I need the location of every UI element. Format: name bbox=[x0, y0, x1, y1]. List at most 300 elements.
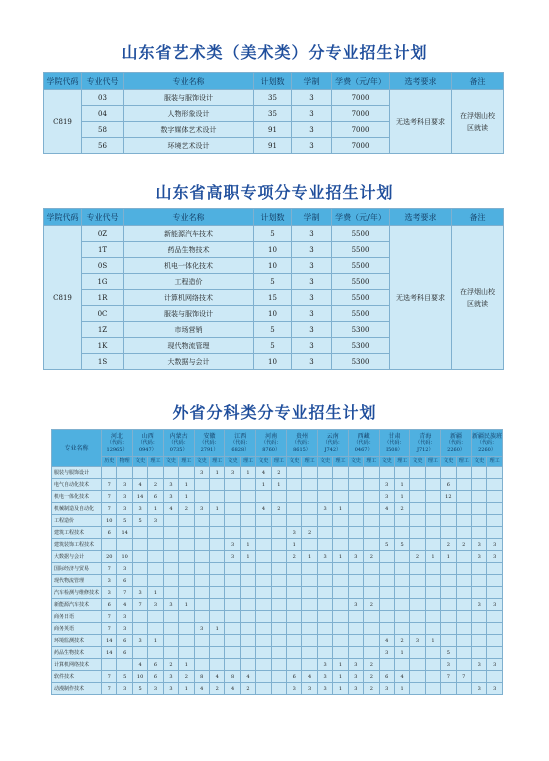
plan-count-cell bbox=[471, 491, 486, 503]
plan-count-cell bbox=[441, 575, 456, 587]
major-name-cell: 环境监测技术 bbox=[52, 635, 102, 647]
plan-count-cell: 2 bbox=[441, 539, 456, 551]
plan-count-cell: 2 bbox=[364, 659, 379, 671]
major-name-cell: 软件技术 bbox=[52, 671, 102, 683]
plan-count-cell: 2 bbox=[456, 539, 471, 551]
subject-header: 文史 bbox=[441, 457, 456, 467]
plan-count-cell bbox=[256, 647, 271, 659]
plan-count-cell bbox=[441, 623, 456, 635]
plan-count-cell: 4 bbox=[379, 503, 394, 515]
province-code: （代码：0735） bbox=[168, 439, 189, 453]
plan-count-cell: 6 bbox=[148, 671, 163, 683]
province-header bbox=[256, 430, 287, 457]
plan-count-cell: 3 bbox=[348, 659, 363, 671]
years-cell: 3 bbox=[292, 322, 332, 338]
years-cell: 3 bbox=[292, 226, 332, 242]
plan-count-cell: 35 bbox=[254, 106, 292, 122]
plan-count-cell bbox=[441, 515, 456, 527]
plan-count-cell: 1 bbox=[271, 479, 286, 491]
plan-count-cell bbox=[194, 551, 209, 563]
plan-count-cell bbox=[132, 563, 147, 575]
plan-count-cell bbox=[348, 647, 363, 659]
plan-count-cell bbox=[379, 659, 394, 671]
plan-count-cell: 7 bbox=[102, 563, 117, 575]
plan-count-cell: 2 bbox=[364, 599, 379, 611]
plan-count-cell bbox=[364, 491, 379, 503]
plan-count-cell bbox=[456, 467, 471, 479]
plan-count-cell bbox=[348, 611, 363, 623]
plan-count-cell bbox=[425, 683, 440, 695]
plan-count-cell bbox=[225, 587, 240, 599]
plan-count-cell bbox=[410, 575, 425, 587]
plan-count-cell: 4 bbox=[132, 479, 147, 491]
plan-count-cell bbox=[225, 503, 240, 515]
province-name: 安徽 bbox=[203, 432, 216, 440]
plan-count-cell bbox=[425, 491, 440, 503]
plan-count-cell bbox=[471, 671, 486, 683]
plan-count-cell bbox=[117, 659, 132, 671]
plan-count-cell bbox=[148, 611, 163, 623]
plan-count-cell bbox=[194, 515, 209, 527]
plan-count-cell bbox=[179, 551, 194, 563]
plan-count-cell bbox=[209, 527, 224, 539]
plan-count-cell bbox=[487, 671, 503, 683]
plan-count-cell bbox=[302, 611, 317, 623]
plan-count-cell bbox=[364, 635, 379, 647]
plan-count-cell bbox=[209, 551, 224, 563]
plan-count-cell: 7 bbox=[102, 623, 117, 635]
table-row bbox=[52, 683, 503, 695]
province-header bbox=[102, 430, 133, 457]
plan-count-cell bbox=[471, 611, 486, 623]
plan-count-cell: 3 bbox=[163, 599, 178, 611]
plan-count-cell bbox=[302, 515, 317, 527]
plan-count-cell: 2 bbox=[271, 503, 286, 515]
plan-count-cell: 4 bbox=[132, 659, 147, 671]
plan-count-cell bbox=[302, 575, 317, 587]
plan-count-cell bbox=[471, 527, 486, 539]
plan-count-cell bbox=[379, 575, 394, 587]
major-name-cell: 商务英语 bbox=[52, 623, 102, 635]
plan-count-cell: 4 bbox=[194, 683, 209, 695]
plan-count-cell: 7 bbox=[102, 491, 117, 503]
plan-count-cell bbox=[317, 635, 332, 647]
plan-count-cell: 3 bbox=[194, 503, 209, 515]
plan-count-cell bbox=[348, 563, 363, 575]
plan-count-cell: 1 bbox=[441, 551, 456, 563]
plan-count-cell bbox=[410, 563, 425, 575]
plan-count-cell bbox=[333, 515, 348, 527]
plan-count-cell bbox=[333, 491, 348, 503]
plan-count-cell: 3 bbox=[487, 659, 503, 671]
plan-count-cell bbox=[302, 623, 317, 635]
major-code-cell: 58 bbox=[82, 122, 124, 138]
plan-count-cell: 2 bbox=[179, 671, 194, 683]
plan-count-cell: 1 bbox=[209, 503, 224, 515]
subject-header: 文史 bbox=[163, 457, 178, 467]
plan-count-cell: 91 bbox=[254, 122, 292, 138]
province-name: 河北 bbox=[110, 432, 123, 440]
plan-count-cell bbox=[317, 647, 332, 659]
plan-count-cell: 3 bbox=[348, 671, 363, 683]
plan-count-cell bbox=[456, 479, 471, 491]
plan-count-cell bbox=[410, 479, 425, 491]
plan-count-cell bbox=[271, 515, 286, 527]
plan-count-cell: 1 bbox=[209, 623, 224, 635]
major-name-cell: 计算机网络技术 bbox=[124, 290, 254, 306]
plan-count-cell: 3 bbox=[487, 551, 503, 563]
subject-header: 文史 bbox=[471, 457, 486, 467]
plan-count-cell bbox=[240, 623, 255, 635]
plan-count-cell: 6 bbox=[148, 491, 163, 503]
plan-count-cell bbox=[333, 479, 348, 491]
plan-count-cell: 3 bbox=[117, 491, 132, 503]
plan-count-cell bbox=[487, 647, 503, 659]
plan-count-cell bbox=[317, 491, 332, 503]
plan-count-cell: 6 bbox=[148, 659, 163, 671]
plan-count-cell: 3 bbox=[379, 647, 394, 659]
plan-count-cell bbox=[225, 635, 240, 647]
plan-count-cell bbox=[394, 467, 409, 479]
table-row bbox=[52, 647, 503, 659]
plan-count-cell: 1 bbox=[179, 659, 194, 671]
plan-count-cell: 12 bbox=[441, 491, 456, 503]
plan-count-cell: 10 bbox=[254, 306, 292, 322]
plan-count-cell: 3 bbox=[487, 599, 503, 611]
plan-count-cell bbox=[271, 527, 286, 539]
plan-count-cell: 1 bbox=[148, 635, 163, 647]
plan-count-cell bbox=[456, 515, 471, 527]
plan-count-cell: 3 bbox=[132, 503, 147, 515]
note-cell: 在浮烟山校区就读 bbox=[452, 226, 504, 370]
plan-count-cell bbox=[132, 575, 147, 587]
plan-count-cell: 5 bbox=[254, 226, 292, 242]
plan-count-cell bbox=[256, 563, 271, 575]
plan-count-cell bbox=[317, 479, 332, 491]
province-header bbox=[410, 430, 441, 457]
plan-count-cell: 1 bbox=[148, 587, 163, 599]
major-code-cell: 1K bbox=[82, 338, 124, 354]
table-row bbox=[52, 575, 503, 587]
plan-count-cell bbox=[379, 551, 394, 563]
plan-count-cell bbox=[364, 467, 379, 479]
plan-count-cell bbox=[163, 515, 178, 527]
plan-count-cell bbox=[441, 563, 456, 575]
column-header: 计划数 bbox=[254, 209, 292, 226]
plan-count-cell bbox=[271, 491, 286, 503]
plan-count-cell bbox=[364, 623, 379, 635]
subject-header: 物理 bbox=[117, 457, 132, 467]
plan-count-cell bbox=[410, 503, 425, 515]
plan-count-cell bbox=[287, 515, 302, 527]
plan-count-cell: 7 bbox=[456, 671, 471, 683]
plan-count-cell bbox=[425, 575, 440, 587]
plan-count-cell: 5 bbox=[379, 539, 394, 551]
plan-count-cell bbox=[410, 611, 425, 623]
subject-header: 文史 bbox=[132, 457, 147, 467]
plan-count-cell bbox=[456, 587, 471, 599]
plan-count-cell bbox=[317, 515, 332, 527]
plan-count-cell bbox=[194, 635, 209, 647]
subject-header: 理工 bbox=[179, 457, 194, 467]
plan-count-cell bbox=[179, 635, 194, 647]
province-header bbox=[471, 430, 502, 457]
plan-count-cell bbox=[287, 611, 302, 623]
plan-count-cell bbox=[225, 527, 240, 539]
fee-cell: 7000 bbox=[332, 122, 390, 138]
plan-count-cell bbox=[256, 539, 271, 551]
plan-count-cell: 4 bbox=[256, 467, 271, 479]
column-header: 学制 bbox=[292, 73, 332, 90]
plan-count-cell: 1 bbox=[179, 491, 194, 503]
plan-count-cell bbox=[333, 563, 348, 575]
plan-count-cell bbox=[163, 551, 178, 563]
plan-count-cell bbox=[209, 575, 224, 587]
plan-count-cell bbox=[333, 611, 348, 623]
plan-count-cell bbox=[225, 659, 240, 671]
plan-count-cell: 2 bbox=[163, 659, 178, 671]
plan-count-cell bbox=[132, 467, 147, 479]
plan-count-cell: 2 bbox=[287, 551, 302, 563]
plan-count-cell bbox=[348, 503, 363, 515]
plan-count-cell bbox=[209, 659, 224, 671]
plan-count-cell bbox=[425, 587, 440, 599]
plan-count-cell bbox=[394, 575, 409, 587]
subject-header: 文史 bbox=[410, 457, 425, 467]
plan-count-cell bbox=[471, 647, 486, 659]
province-code: （代码：12965） bbox=[106, 439, 128, 453]
plan-count-cell bbox=[348, 623, 363, 635]
province-code: （代码：0467） bbox=[353, 439, 374, 453]
plan-count-cell bbox=[179, 623, 194, 635]
plan-count-cell bbox=[302, 539, 317, 551]
province-code: （代码：2260） bbox=[446, 439, 467, 453]
plan-count-cell bbox=[256, 671, 271, 683]
major-name-cell: 汽车检测与维修技术 bbox=[52, 587, 102, 599]
plan-count-cell bbox=[487, 635, 503, 647]
province-header bbox=[287, 430, 318, 457]
province-header bbox=[317, 430, 348, 457]
major-name-cell: 现代物流管理 bbox=[52, 575, 102, 587]
plan-count-cell bbox=[240, 611, 255, 623]
province-name: 山西 bbox=[141, 432, 154, 440]
major-name-cell: 建筑工程技术 bbox=[52, 527, 102, 539]
plan-count-cell: 1 bbox=[256, 479, 271, 491]
major-name-cell: 电气自动化技术 bbox=[52, 479, 102, 491]
province-name: 江西 bbox=[234, 432, 247, 440]
plan-count-cell: 6 bbox=[441, 479, 456, 491]
plan-count-cell: 2 bbox=[240, 683, 255, 695]
plan-count-cell bbox=[471, 467, 486, 479]
province-code: （代码：J742） bbox=[322, 439, 343, 453]
plan-count-cell bbox=[364, 527, 379, 539]
major-column-header: 专业名称 bbox=[52, 430, 102, 467]
plan-count-cell: 3 bbox=[317, 551, 332, 563]
table-row bbox=[52, 623, 503, 635]
plan-count-cell bbox=[287, 503, 302, 515]
plan-count-cell bbox=[225, 491, 240, 503]
plan-count-cell bbox=[148, 467, 163, 479]
plan-count-cell bbox=[410, 623, 425, 635]
plan-count-cell bbox=[333, 635, 348, 647]
fee-cell: 5500 bbox=[332, 242, 390, 258]
plan-count-cell bbox=[425, 623, 440, 635]
major-name-cell: 药品生物技术 bbox=[52, 647, 102, 659]
province-header bbox=[132, 430, 163, 457]
plan-count-cell: 4 bbox=[117, 599, 132, 611]
table-row bbox=[52, 563, 503, 575]
plan-count-cell: 4 bbox=[163, 503, 178, 515]
plan-count-cell: 4 bbox=[302, 671, 317, 683]
plan-count-cell bbox=[425, 539, 440, 551]
major-name-cell: 服装与服饰设计 bbox=[52, 467, 102, 479]
plan-count-cell bbox=[256, 635, 271, 647]
plan-count-cell bbox=[425, 467, 440, 479]
plan-count-cell bbox=[287, 575, 302, 587]
table-row bbox=[52, 479, 503, 491]
major-code-cell: 1G bbox=[82, 274, 124, 290]
plan-count-cell bbox=[487, 587, 503, 599]
plan-count-cell bbox=[225, 479, 240, 491]
plan-count-cell: 6 bbox=[117, 635, 132, 647]
plan-count-cell bbox=[379, 467, 394, 479]
table-row bbox=[52, 467, 503, 479]
plan-count-cell: 3 bbox=[287, 683, 302, 695]
plan-count-cell bbox=[117, 539, 132, 551]
plan-count-cell: 2 bbox=[364, 683, 379, 695]
major-name-cell: 大数据与会计 bbox=[124, 354, 254, 370]
plan-count-cell bbox=[179, 575, 194, 587]
plan-count-cell: 3 bbox=[379, 683, 394, 695]
plan-count-cell bbox=[317, 587, 332, 599]
plan-count-cell: 3 bbox=[348, 599, 363, 611]
plan-count-cell bbox=[163, 563, 178, 575]
plan-count-cell bbox=[179, 647, 194, 659]
plan-count-cell bbox=[441, 587, 456, 599]
plan-count-cell bbox=[456, 647, 471, 659]
plan-count-cell bbox=[148, 563, 163, 575]
major-code-cell: 0C bbox=[82, 306, 124, 322]
years-cell: 3 bbox=[292, 274, 332, 290]
major-name-cell: 机电一体化技术 bbox=[52, 491, 102, 503]
plan-count-cell bbox=[394, 659, 409, 671]
plan-count-cell bbox=[163, 539, 178, 551]
plan-count-cell bbox=[394, 515, 409, 527]
province-code: （代码：I508） bbox=[384, 439, 405, 453]
years-cell: 3 bbox=[292, 90, 332, 106]
plan-count-cell bbox=[317, 611, 332, 623]
major-name-cell: 数字媒体艺术设计 bbox=[124, 122, 254, 138]
plan-count-cell bbox=[364, 587, 379, 599]
plan-count-cell bbox=[287, 647, 302, 659]
plan-count-cell bbox=[379, 587, 394, 599]
fee-cell: 5500 bbox=[332, 274, 390, 290]
subject-header: 理工 bbox=[271, 457, 286, 467]
province-code: （代码：2260） bbox=[476, 439, 497, 453]
plan-count-cell bbox=[132, 551, 147, 563]
plan-count-cell: 3 bbox=[117, 563, 132, 575]
plan-count-cell: 1 bbox=[394, 647, 409, 659]
subject-header: 理工 bbox=[302, 457, 317, 467]
column-header: 备注 bbox=[452, 209, 504, 226]
plan-count-cell bbox=[487, 527, 503, 539]
section2-title: 山东省高职专项分专业招生计划 bbox=[155, 183, 394, 202]
plan-count-cell bbox=[487, 467, 503, 479]
plan-count-cell: 3 bbox=[471, 683, 486, 695]
subject-header: 文史 bbox=[348, 457, 363, 467]
table-row bbox=[44, 226, 504, 242]
province-code: （代码：0947） bbox=[137, 439, 158, 453]
plan-count-cell: 1 bbox=[179, 599, 194, 611]
column-header: 学院代码 bbox=[44, 73, 82, 90]
plan-count-cell: 4 bbox=[209, 671, 224, 683]
plan-count-cell bbox=[425, 527, 440, 539]
province-header bbox=[163, 430, 194, 457]
major-code-cell: 56 bbox=[82, 138, 124, 154]
plan-count-cell bbox=[456, 503, 471, 515]
plan-count-cell bbox=[471, 587, 486, 599]
plan-count-cell bbox=[317, 563, 332, 575]
plan-count-cell: 2 bbox=[271, 467, 286, 479]
major-name-cell: 环境艺术设计 bbox=[124, 138, 254, 154]
vocational-plan-table bbox=[43, 208, 504, 370]
plan-count-cell: 3 bbox=[117, 479, 132, 491]
column-header: 专业代号 bbox=[82, 73, 124, 90]
plan-count-cell: 2 bbox=[179, 503, 194, 515]
plan-count-cell bbox=[271, 599, 286, 611]
major-name-cell: 计算机网络技术 bbox=[52, 659, 102, 671]
plan-count-cell: 2 bbox=[364, 671, 379, 683]
plan-count-cell bbox=[487, 575, 503, 587]
plan-count-cell bbox=[194, 563, 209, 575]
school-code-cell: C819 bbox=[44, 90, 82, 154]
plan-count-cell bbox=[487, 611, 503, 623]
plan-count-cell bbox=[132, 623, 147, 635]
plan-count-cell: 3 bbox=[348, 551, 363, 563]
plan-count-cell bbox=[441, 635, 456, 647]
major-name-cell: 现代物流管理 bbox=[124, 338, 254, 354]
plan-count-cell bbox=[410, 491, 425, 503]
plan-count-cell bbox=[287, 659, 302, 671]
plan-count-cell bbox=[333, 587, 348, 599]
plan-count-cell bbox=[425, 611, 440, 623]
plan-count-cell bbox=[240, 479, 255, 491]
plan-count-cell bbox=[256, 599, 271, 611]
plan-count-cell: 6 bbox=[117, 647, 132, 659]
plan-count-cell bbox=[240, 503, 255, 515]
fee-cell: 5300 bbox=[332, 322, 390, 338]
plan-count-cell: 7 bbox=[102, 479, 117, 491]
plan-count-cell bbox=[225, 623, 240, 635]
plan-count-cell bbox=[394, 611, 409, 623]
plan-count-cell: 1 bbox=[302, 551, 317, 563]
plan-count-cell bbox=[256, 527, 271, 539]
subject-header: 文史 bbox=[194, 457, 209, 467]
plan-count-cell: 5 bbox=[394, 539, 409, 551]
plan-count-cell: 3 bbox=[163, 671, 178, 683]
plan-count-cell: 1 bbox=[333, 671, 348, 683]
plan-count-cell bbox=[364, 515, 379, 527]
plan-count-cell: 10 bbox=[117, 551, 132, 563]
plan-count-cell bbox=[225, 611, 240, 623]
plan-count-cell bbox=[179, 467, 194, 479]
plan-count-cell bbox=[302, 491, 317, 503]
table-row bbox=[44, 90, 504, 106]
subject-header: 理工 bbox=[333, 457, 348, 467]
plan-count-cell: 20 bbox=[102, 551, 117, 563]
plan-count-cell bbox=[410, 659, 425, 671]
plan-count-cell bbox=[271, 683, 286, 695]
